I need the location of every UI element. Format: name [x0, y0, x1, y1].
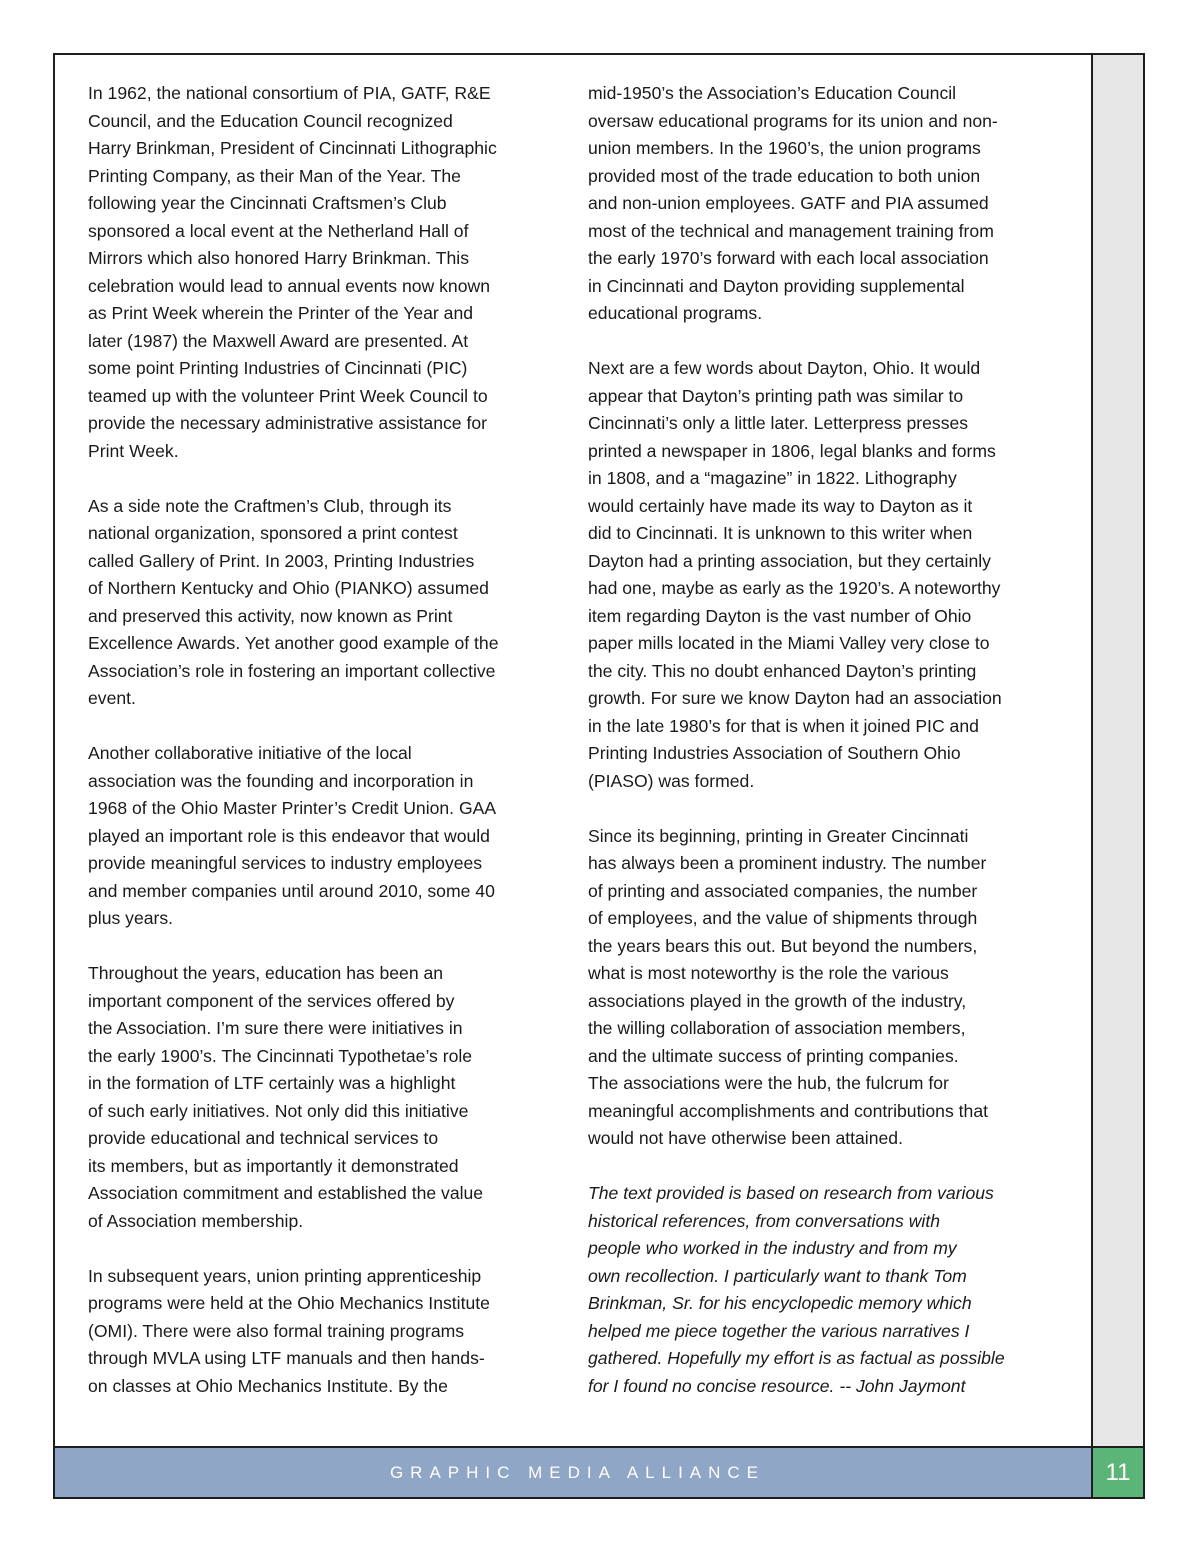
text-line: 1968 of the Ohio Master Printer’s Credit Union. GAA: [88, 798, 497, 818]
text-line: as Print Week wherein the Printer of the Year and: [88, 303, 474, 323]
paragraph: [588, 823, 1058, 1153]
text-line: later (1987) the Maxwell Award are presented. At: [88, 330, 469, 351]
paragraph: [88, 493, 558, 713]
text-line: item regarding Dayton is the vast number of Ohio: [588, 605, 972, 626]
text-line: Another collaborative initiative of the local: [88, 743, 412, 763]
text-line: for I found no concise resource. -- John Jaymont: [588, 1375, 966, 1396]
paragraph: [88, 960, 558, 1235]
text-line: what is most noteworthy is the role the various: [588, 963, 949, 983]
page-number-box: [1091, 1446, 1145, 1499]
text-line: some point Printing Industries of Cincinnati (PIC): [88, 358, 468, 378]
text-line: the early 1970’s forward with each local association: [588, 248, 989, 268]
text-line: growth. For sure we know Dayton had an association: [588, 688, 1002, 708]
footer-title: GRAPHIC MEDIA ALLIANCE: [389, 1462, 766, 1482]
text-line: (OMI). There were also formal training programs: [88, 1320, 465, 1341]
text-line: plus years.: [88, 908, 174, 928]
left-column: [88, 80, 558, 1428]
text-line: Printing Industries Association of Southern Ohio: [588, 743, 961, 763]
text-line: Association commitment and established the value: [88, 1183, 484, 1203]
text-line: would not have otherwise been attained.: [588, 1128, 903, 1148]
text-line: through MVLA using LTF manuals and then hands-: [88, 1348, 485, 1368]
text-line: provide educational and technical services to: [88, 1128, 439, 1148]
right-column: [588, 80, 1058, 1428]
text-line: Excellence Awards. Yet another good example of the: [88, 633, 499, 653]
text-line: event.: [88, 688, 136, 708]
text-line: Brinkman, Sr. for his encyclopedic memory which: [588, 1293, 972, 1313]
text-line: the willing collaboration of association members,: [588, 1018, 966, 1038]
text-line: Throughout the years, education has been an: [88, 963, 444, 983]
text-line: in Cincinnati and Dayton providing supplemental: [588, 275, 965, 296]
text-line: provided most of the trade education to both union: [588, 165, 981, 186]
text-line: would certainly have made its way to Dayton as it: [588, 495, 973, 516]
text-line: educational programs.: [588, 303, 763, 323]
text-line: and the ultimate success of printing companies.: [588, 1045, 959, 1066]
text-line: called Gallery of Print. In 2003, Printing Industries: [88, 550, 475, 571]
text-line: printed a newspaper in 1806, legal blanks and forms: [588, 440, 996, 461]
text-line: important component of the services offered by: [88, 990, 455, 1011]
text-line: the early 1900’s. The Cincinnati Typothetae’s role: [88, 1045, 473, 1066]
text-line: Association’s role in fostering an important collective: [88, 660, 496, 681]
text-line: appear that Dayton’s printing path was similar to: [588, 385, 964, 406]
text-line: gathered. Hopefully my effort is as factual as possible: [588, 1348, 1005, 1368]
text-line: helped me piece together the various narratives I: [588, 1320, 970, 1341]
footer-band: [53, 1446, 1093, 1499]
text-line: on classes at Ohio Mechanics Institute. By the: [88, 1375, 448, 1396]
text-line: The associations were the hub, the fulcrum for: [588, 1073, 949, 1093]
text-line: of Northern Kentucky and Ohio (PIANKO) assumed: [88, 578, 489, 598]
paragraph: [588, 355, 1058, 795]
text-line: did to Cincinnati. It is unknown to this writer when: [588, 523, 973, 543]
text-line: played an important role is this endeavor that would: [88, 825, 490, 846]
paragraph: [88, 80, 558, 465]
text-line: In 1962, the national consortium of PIA, GATF, R&E: [88, 83, 491, 103]
text-line: has always been a prominent industry. The number: [588, 853, 987, 873]
text-line: The text provided is based on research from various: [588, 1183, 994, 1203]
text-line: Mirrors which also honored Harry Brinkman. This: [88, 248, 469, 268]
paragraph: [588, 80, 1058, 328]
text-line: in 1808, and a “magazine” in 1822. Lithography: [588, 468, 957, 488]
text-line: in the late 1980’s for that is when it joined PIC and: [588, 715, 979, 736]
text-line: of printing and associated companies, the number: [588, 880, 978, 901]
text-line: the Association. I’m sure there were initiatives in: [88, 1018, 463, 1038]
text-line: association was the founding and incorporation in: [88, 770, 474, 791]
text-line: people who worked in the industry and from my: [588, 1238, 957, 1258]
text-line: celebration would lead to annual events now known: [88, 275, 490, 296]
text-line: programs were held at the Ohio Mechanics Institute: [88, 1293, 490, 1313]
text-line: its members, but as importantly it demonstrated: [88, 1155, 459, 1176]
text-line: the city. This no doubt enhanced Dayton’s printing: [588, 660, 977, 681]
text-line: and preserved this activity, now known as Print: [88, 605, 453, 626]
text-line: provide meaningful services to industry employees: [88, 853, 483, 873]
text-line: the years bears this out. But beyond the numbers,: [588, 935, 978, 956]
text-line: own recollection. I particularly want to thank Tom: [588, 1265, 967, 1286]
text-line: Print Week.: [88, 440, 179, 461]
text-line: in the formation of LTF certainly was a highlight: [88, 1073, 456, 1093]
text-line: associations played in the growth of the industry,: [588, 990, 967, 1011]
text-line: As a side note the Craftmen’s Club, through its: [88, 495, 452, 516]
text-line: union members. In the 1960’s, the union programs: [588, 138, 981, 158]
paragraph: [88, 740, 558, 933]
text-line: In subsequent years, union printing apprenticeship: [88, 1265, 482, 1286]
text-line: Printing Company, as their Man of the Year. The: [88, 165, 461, 186]
text-line: teamed up with the volunteer Print Week Council to: [88, 385, 488, 406]
text-line: Dayton had a printing association, but they certainly: [588, 550, 991, 571]
text-line: of such early initiatives. Not only did this initiative: [88, 1100, 469, 1121]
text-line: and non-union employees. GATF and PIA assumed: [588, 193, 989, 213]
text-line: Harry Brinkman, President of Cincinnati Lithographic: [88, 138, 497, 158]
text-line: of Association membership.: [88, 1210, 304, 1231]
text-line: Since its beginning, printing in Greater Cincinnati: [588, 825, 969, 846]
text-line: meaningful accomplishments and contributions that: [588, 1100, 988, 1121]
text-line: of employees, and the value of shipments through: [588, 908, 978, 928]
text-line: historical references, from conversations with: [588, 1210, 941, 1231]
text-line: most of the technical and management training from: [588, 220, 994, 241]
text-line: mid-1950’s the Association’s Education Council: [588, 83, 957, 103]
text-line: and member companies until around 2010, some 40: [88, 880, 495, 901]
text-line: paper mills located in the Miami Valley very close to: [588, 633, 990, 653]
text-line: national organization, sponsored a print contest: [88, 523, 458, 543]
text-line: oversaw educational programs for its union and non-: [588, 110, 998, 131]
text-line: following year the Cincinnati Craftsmen’s Club: [88, 193, 447, 213]
text-line: provide the necessary administrative assistance for: [88, 413, 487, 433]
text-line: Next are a few words about Dayton, Ohio. It would: [588, 358, 981, 378]
text-line: Cincinnati’s only a little later. Letterpress presses: [588, 413, 969, 433]
page-number: 11: [1105, 1458, 1131, 1486]
side-strip: [1091, 53, 1145, 1447]
paragraph: [88, 1263, 558, 1401]
closing-note: [588, 1180, 1058, 1400]
text-line: sponsored a local event at the Netherland Hall of: [88, 220, 469, 241]
text-line: Council, and the Education Council recognized: [88, 110, 453, 131]
text-line: had one, maybe as early as the 1920’s. A noteworthy: [588, 578, 1001, 598]
text-line: (PIASO) was formed.: [588, 770, 755, 791]
